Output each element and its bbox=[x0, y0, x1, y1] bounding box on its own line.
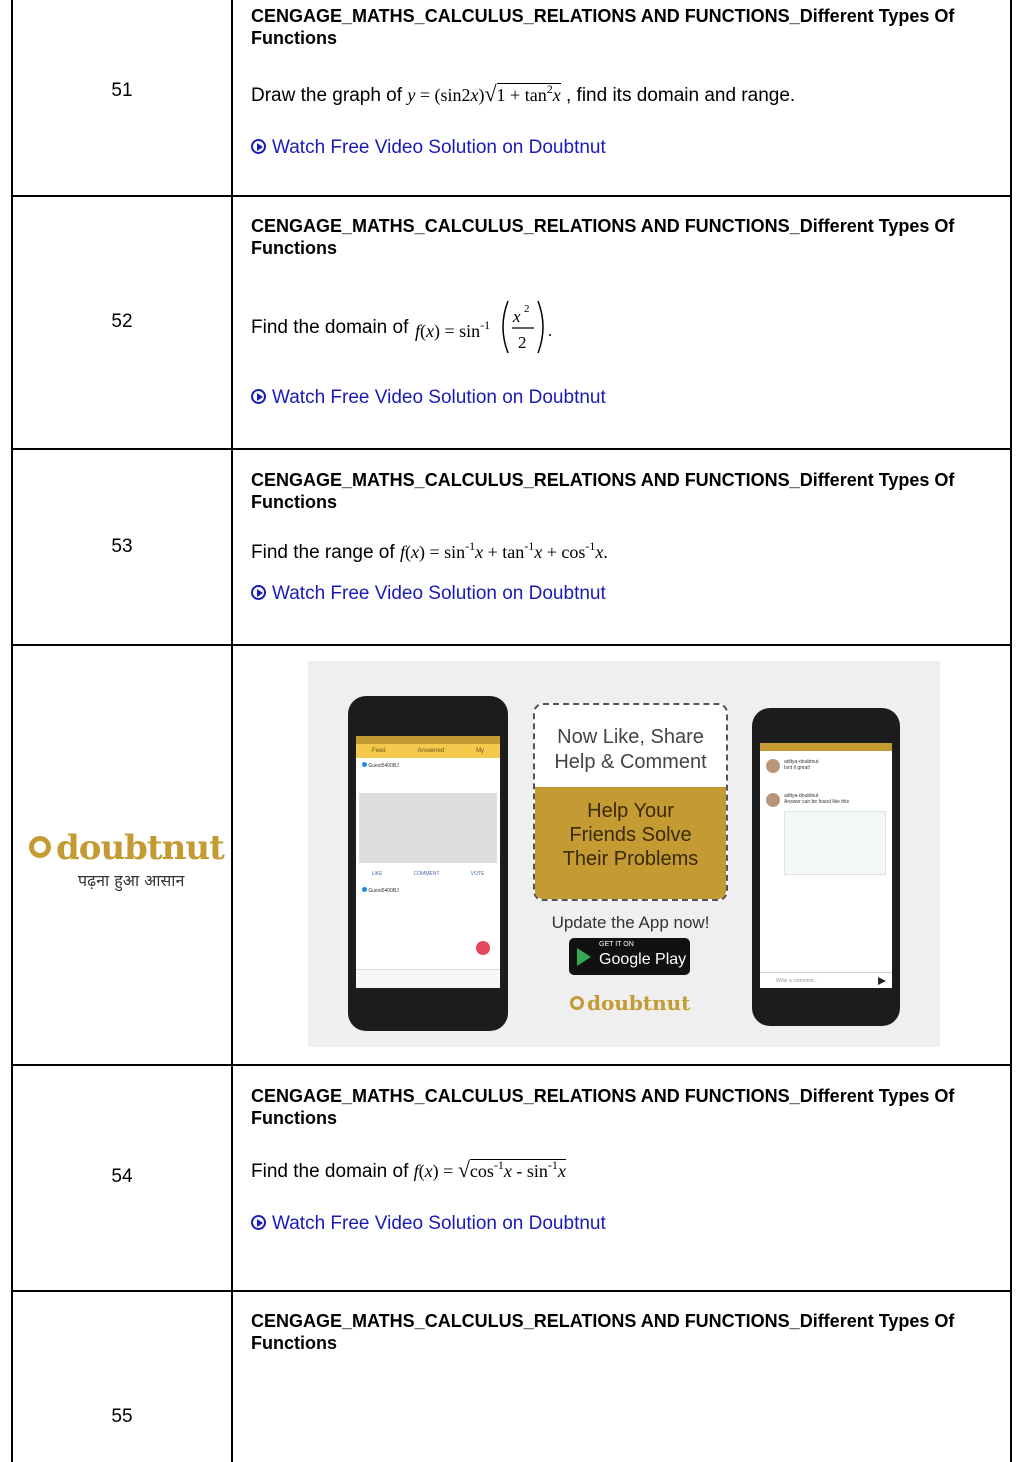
promo-gold-panel: Help Your Friends Solve Their Problems bbox=[535, 787, 726, 899]
question-row-55 bbox=[11, 1292, 1012, 1462]
svg-text:x: x bbox=[513, 307, 521, 326]
question-number: 54 bbox=[111, 1166, 133, 1187]
question-row-54 bbox=[11, 1066, 1012, 1292]
subject-heading: CENGAGE_MATHS_CALCULUS_RELATIONS AND FUNCTIONS_Different Types Of Functions bbox=[251, 470, 955, 512]
watch-video-link[interactable]: Watch Free Video Solution on Doubtnut bbox=[251, 583, 606, 605]
math-expression: $f(x) = √\cos^{-1}x - \sin^{-1}x$ bbox=[413, 1157, 566, 1182]
subject-heading: CENGAGE_MATHS_CALCULUS_RELATIONS AND FUNCTIONS_Different Types Of Functions bbox=[251, 6, 955, 48]
math-expression: $y = (\sin 2x)√1 + \tan^2x$ bbox=[407, 81, 561, 106]
like-button[interactable]: LIKE bbox=[371, 871, 383, 877]
number-cell bbox=[13, 0, 233, 195]
watch-video-link[interactable]: Watch Free Video Solution on Doubtnut bbox=[251, 387, 606, 409]
tab-feed[interactable]: Feed bbox=[371, 748, 386, 754]
feed-tabs bbox=[356, 744, 500, 758]
question-row-52: 52 CENGAGE_MATHS_CALCULUS_RELATIONS AND FUNCTIONS_Different Types Of Functions Find the domain of $f(x) = \sin^{-1}$ x 2 2 Watch Free Video Solution on Doubtnut bbox=[11, 197, 1012, 450]
question-text: Find the range of $f(x) = \sin^{-1}x + \tan^{-1}x + \cos^{-1}x$. bbox=[251, 539, 608, 563]
fab-icon[interactable] bbox=[476, 941, 490, 955]
question-text: Find the domain of $f(x) = √\cos^{-1}x - \sin^{-1}x$ bbox=[251, 1157, 566, 1182]
promo-box: Now Like, Share Help & Comment Help Your Friends Solve Their Problems bbox=[533, 703, 728, 901]
comment-bar[interactable]: Write a comment... bbox=[760, 972, 892, 988]
answer-image bbox=[784, 811, 886, 875]
subject-heading: CENGAGE_MATHS_CALCULUS_RELATIONS AND FUNCTIONS_Different Types Of Functions bbox=[251, 1086, 955, 1128]
svg-text:2: 2 bbox=[518, 333, 527, 352]
fraction-parens bbox=[498, 297, 558, 357]
math-expression: $f(x) = \sin^{-1}x + \tan^{-1}x + \cos^{-1}x$. bbox=[399, 539, 608, 562]
logo-note-icon bbox=[29, 836, 51, 858]
avatar bbox=[766, 793, 780, 807]
logo-cell: doubtnut पढ़ना हुआ आसान bbox=[13, 646, 233, 1064]
play-circle-icon bbox=[251, 1215, 266, 1230]
right-phone bbox=[752, 708, 900, 1026]
right-phone-screen: aditya-doubtnut Isnt it great! aditya-doubtnut Answer can be found like this Write a comment... bbox=[760, 743, 892, 988]
tab-answered[interactable]: Answered bbox=[417, 748, 445, 754]
google-play-button[interactable]: GET IT ON Google Play bbox=[569, 938, 690, 975]
tab-my[interactable]: My bbox=[476, 748, 485, 754]
play-circle-icon bbox=[251, 389, 266, 404]
watch-video-link[interactable]: Watch Free Video Solution on Doubtnut bbox=[251, 1213, 606, 1235]
ad-banner-row bbox=[11, 646, 1012, 1066]
send-icon[interactable] bbox=[878, 977, 886, 985]
user-icon bbox=[362, 762, 367, 767]
watch-video-link[interactable]: Watch Free Video Solution on Doubtnut bbox=[251, 137, 606, 159]
google-play-icon bbox=[577, 948, 591, 966]
question-text: Draw the graph of $y = (\sin 2x)√1 + \tan^2x$ , find its domain and range. bbox=[251, 81, 796, 106]
number-cell bbox=[13, 197, 233, 448]
question-row-51 bbox=[11, 0, 1012, 197]
question-row-53 bbox=[11, 450, 1012, 646]
brand-note-icon bbox=[570, 996, 584, 1010]
subject-heading: CENGAGE_MATHS_CALCULUS_RELATIONS AND FUNCTIONS_Different Types Of Functions bbox=[251, 1311, 955, 1353]
question-number: 52 bbox=[111, 311, 133, 332]
left-phone bbox=[348, 696, 508, 1031]
play-circle-icon bbox=[251, 139, 266, 154]
question-number: 55 bbox=[111, 1406, 133, 1427]
number-cell bbox=[13, 1066, 233, 1290]
vote-button[interactable]: VOTE bbox=[470, 871, 485, 877]
svg-text:2: 2 bbox=[524, 303, 530, 315]
subject-heading: CENGAGE_MATHS_CALCULUS_RELATIONS AND FUNCTIONS_Different Types Of Functions bbox=[251, 216, 955, 258]
banner-brand-logo: doubtnut bbox=[570, 991, 700, 1015]
comment-button[interactable]: COMMENT bbox=[413, 871, 440, 877]
play-circle-icon bbox=[251, 585, 266, 600]
question-number: 51 bbox=[111, 80, 133, 101]
left-phone-screen: Feed Answered My Guest5400BJ LIKE COMMENT VOTE Guest5400BJ bbox=[356, 736, 500, 988]
question-image bbox=[359, 793, 497, 863]
number-cell bbox=[13, 450, 233, 644]
update-text: Update the App now! bbox=[551, 913, 710, 932]
math-expression: $f(x) = \sin^{-1}$ x 2 2 bbox=[415, 297, 575, 357]
app-promo-banner[interactable] bbox=[308, 661, 940, 1047]
question-number: 53 bbox=[111, 536, 133, 557]
number-cell bbox=[13, 1292, 233, 1462]
